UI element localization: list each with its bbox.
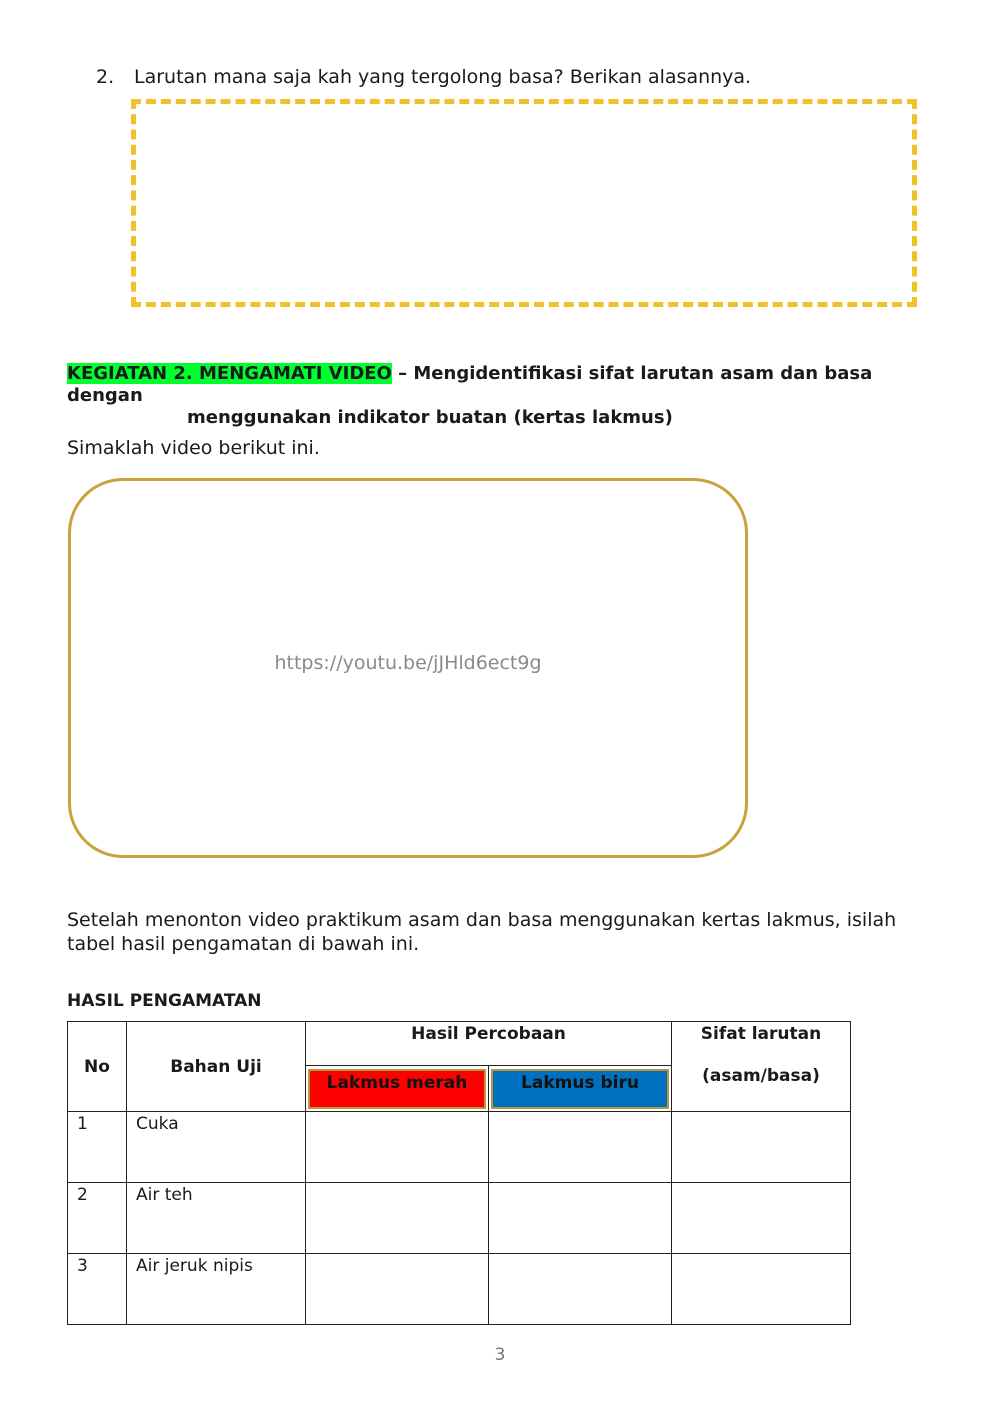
input-lakmus-merah[interactable] [306,1112,489,1183]
header-sifat-larutan [672,1022,851,1112]
result-title: HASIL PENGAMATAN [67,991,262,1011]
question-number: 2. [96,66,115,88]
question-text: Larutan mana saja kah yang tergolong basa? Berikan alasannya. [134,66,752,88]
video-link[interactable]: https://youtu.be/jJHld6ect9g [274,652,542,674]
header-lakmus-biru-cell [489,1066,672,1112]
input-lakmus-merah[interactable] [306,1254,489,1325]
row-bahan: Air teh [127,1183,306,1254]
lakmus-biru-label: Lakmus biru [491,1069,669,1109]
intro-text: Simaklah video berikut ini. [67,437,320,459]
lakmus-merah-label: Lakmus merah [308,1069,486,1109]
input-sifat[interactable] [672,1112,851,1183]
answer-box[interactable] [131,99,917,307]
header-bahan-uji: Bahan Uji [127,1022,306,1112]
activity-heading [67,363,947,429]
header-sifat-line2: (asam/basa) [702,1066,820,1086]
input-sifat[interactable] [672,1183,851,1254]
input-lakmus-biru[interactable] [489,1183,672,1254]
activity-title-line1: – Mengidentifikasi sifat larutan asam dan basa dengan [67,363,873,406]
row-number: 3 [68,1254,127,1325]
activity-title-line2: menggunakan indikator buatan (kertas lakmus) [187,407,673,428]
header-no: No [68,1022,127,1112]
instruction-paragraph: Setelah menonton video praktikum asam dan basa menggunakan kertas lakmus, isilah tabel hasil pengamatan di bawah ini. [67,909,897,955]
row-number: 1 [68,1112,127,1183]
table-row [68,1112,851,1183]
header-lakmus-merah-cell [306,1066,489,1112]
row-bahan: Cuka [127,1112,306,1183]
row-number: 2 [68,1183,127,1254]
header-hasil-percobaan: Hasil Percobaan [306,1022,672,1066]
observation-table [67,1021,851,1325]
header-sifat-line1: Sifat larutan [700,1024,822,1044]
input-lakmus-biru[interactable] [489,1254,672,1325]
table-row [68,1183,851,1254]
page-number: 3 [494,1345,506,1365]
activity-highlight: KEGIATAN 2. MENGAMATI VIDEO [67,363,392,384]
input-lakmus-biru[interactable] [489,1112,672,1183]
row-bahan: Air jeruk nipis [127,1254,306,1325]
table-row [68,1254,851,1325]
input-lakmus-merah[interactable] [306,1183,489,1254]
input-sifat[interactable] [672,1254,851,1325]
